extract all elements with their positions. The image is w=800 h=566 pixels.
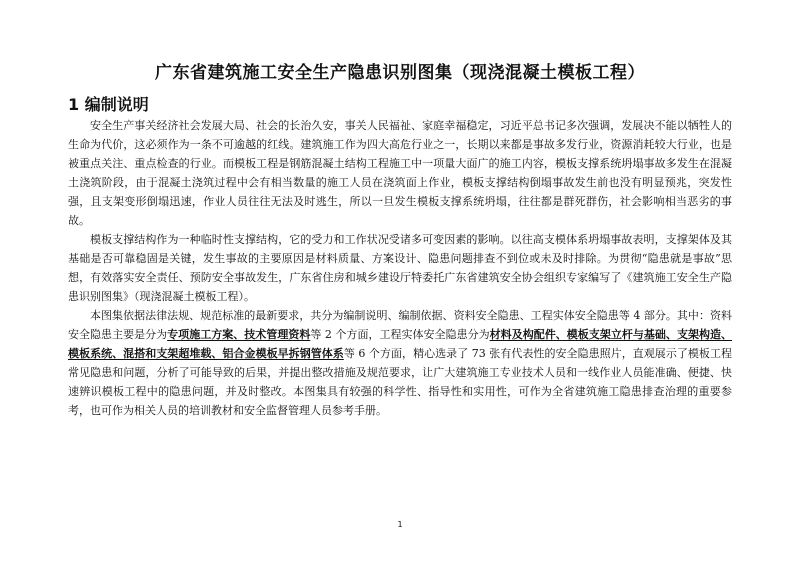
paragraph-2: 模板支撑结构作为一种临时性支撑结构，它的受力和工作状况受诸多可变因素的影响。以往高支模体系坍塌事故表明，支撑架体及其基础是否可靠稳固是关键，发生事故的主要原因是材料质量、方案设计、隐患问题排查不到位或未及时排除。为贯彻“隐患就是事故”思想，有效落实安全责任、预防安全事故发生，广东省住房和城乡建设厅特委托广东省建筑安全协会组织专家编写了《建筑施工安全生产隐患识别图集》（现浇混凝土模板工程）。 [68, 233, 732, 303]
highlight-data-hazards: 专项施工方案、技术管理资料 [167, 328, 311, 341]
paragraph-1: 安全生产事关经济社会发展大局、社会的长治久安，事关人民福祉、家庭幸福稳定，习近平总书记多次强调，发展决不能以牺牲人的生命为代价，这必须作为一条不可逾越的红线。建筑施工作为四大高危行业之一，长期以来都是事故多发行业，资源消耗较大行业，也是被重点关注、重点检查的行业。而模板工程是钢筋混凝土结构工程施工中一项量大面广的施工内容，模板支撑系统坍塌事故多发生在混凝土浇筑阶段，由于混凝土浇筑过程中会有相当数量的施工人员在浇筑面上作业，模板支撑结构倒塌事故发生前也没有明显预兆，突发性强，且支架变形倒塌迅速，作业人员往往无法及时逃生，所以一旦发生模板支撑系统坍塌，往往都是群死群伤，社会影响相当恶劣的事故。 [68, 119, 732, 227]
paragraph-3 [68, 306, 732, 420]
page-number: 1 [397, 520, 403, 529]
paragraph-3-text-3: 等 6 个方面，精心选录了 73 张有代表性的安全隐患照片，直观展示了模板工程常见隐患和问题，分析了可能导致的后果，并提出整改措施及规范要求，让广大建筑施工专业技术人员和一线作业人员能准确、便捷、快速辨识模板工程中的隐患问题，并及时整改。本图集具有较强的科学性、指导性和实用性，可作为全省建筑施工隐患排查治理的重要参考，也可作为相关人员的培训教材和安全监督管理人员参考手册。 [68, 347, 732, 417]
document-title: 广东省建筑施工安全生产隐患识别图集（现浇混凝土模板工程） [155, 63, 645, 83]
highlight-physical-hazards: 材料及构配件、模板支架立杆与基础、支架构造、模板系统、混搭和支架超堆载、铝合金模板早拆钢管体系 [68, 328, 733, 360]
section-heading: 1 编制说明 [68, 95, 149, 114]
paragraph-3-text-1: 本图集依据法律法规、规范标准的最新要求，共分为编制说明、编制依据、资料安全隐患、工程实体安全隐患等 4 部分。其中：资料安全隐患主要是分为 [68, 309, 732, 341]
document-body [68, 116, 732, 420]
paragraph-3-text-2: 等 2 个方面，工程实体安全隐患分为 [310, 328, 490, 341]
